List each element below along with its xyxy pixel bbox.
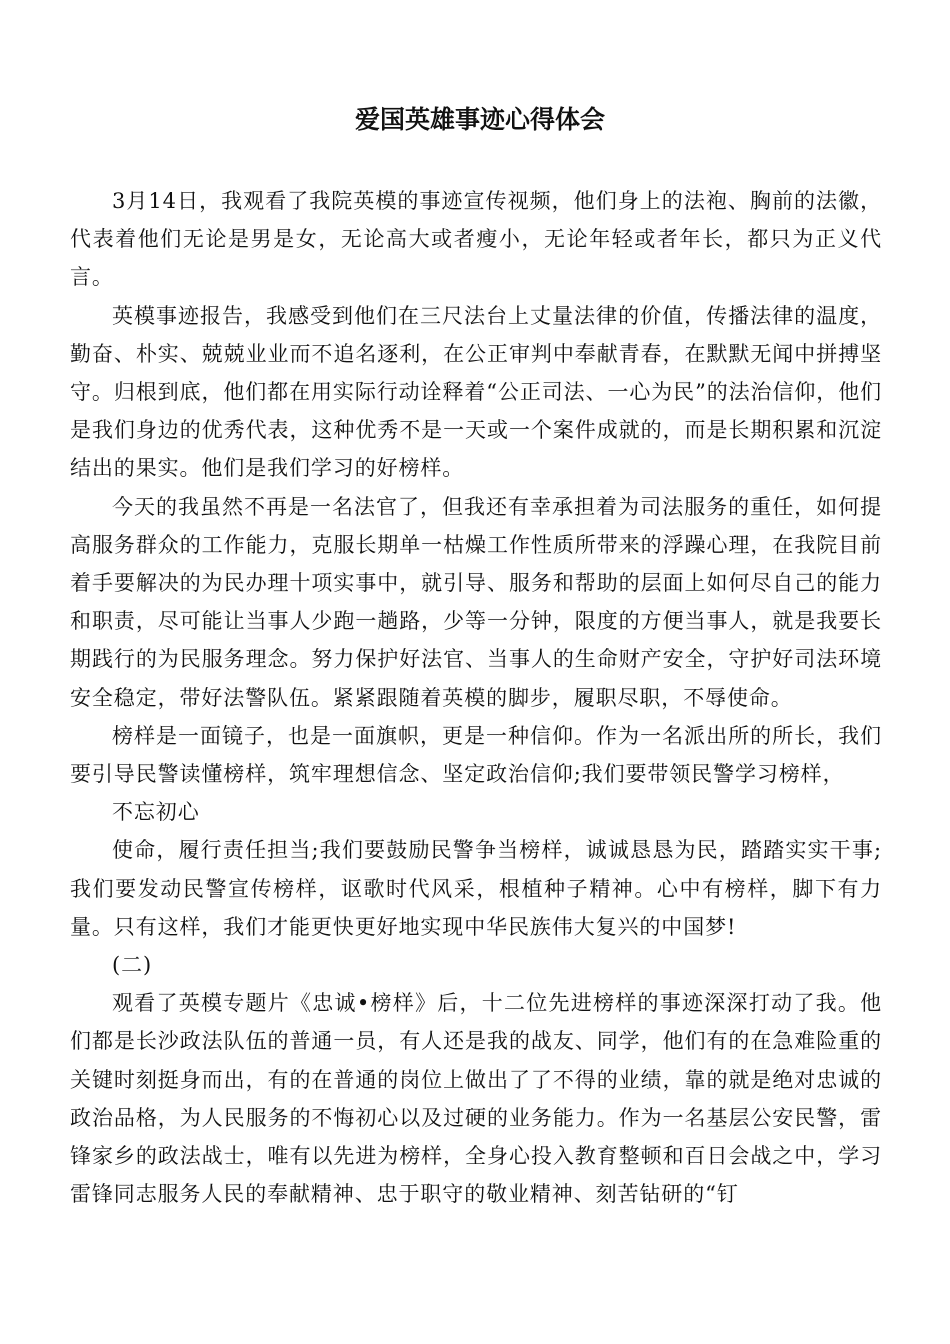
paragraph: 英模事迹报告，我感受到他们在三尺法台上丈量法律的价值，传播法律的温度，勤奋、朴实、兢兢业业而不追名逐利，在公正审判中奉献青春，在默默无闻中拼搏坚守。归根到底，他们都在用实际行动诠释着“公正司法、一心为民”的法治信仰，他们是我们身边的优秀代表，这种优秀不是一天或一个案件成就的，而是长期积累和沉淀结出的果实。他们是我们学习的好榜样。 — [70, 303, 882, 481]
paragraph: 榜样是一面镜子，也是一面旗帜，更是一种信仰。作为一名派出所的所长，我们要引导民警读懂榜样，筑牢理想信念、坚定政治信仰;我们要带领民警学习榜样， — [70, 723, 882, 787]
document-title: 爱国英雄事迹心得体会 — [354, 105, 605, 134]
document-body — [70, 182, 882, 1213]
paragraph: 今天的我虽然不再是一名法官了，但我还有幸承担着为司法服务的重任，如何提高服务群众的工作能力，克服长期单一枯燥工作性质所带来的浮躁心理，在我院目前着手要解决的为民办理十项实事中，就引导、服务和帮助的层面上如何尽自己的能力和职责，尽可能让当事人少跑一趟路，少等一分钟，限度的方便当事人，就是我要长期践行的为民服务理念。努力保护好法官、当事人的生命财产安全，守护好司法环境安全稳定，带好法警队伍。紧紧跟随着英模的脚步，履职尽职，不辱使命。 — [70, 494, 882, 710]
paragraph: 观看了英模专题片《忠诚•榜样》后，十二位先进榜样的事迹深深打动了我。他们都是长沙政法队伍的普通一员，有人还是我的战友、同学，他们有的在急难险重的关键时刻挺身而出，有的在普通的岗位上做出了了不得的业绩，靠的就是绝对忠诚的政治品格，为人民服务的不悔初心以及过硬的业务能力。作为一名基层公安民警，雷锋家乡的政法战士，唯有以先进为榜样，全身心投入教育整顿和百日会战之中，学习雷锋同志服务人民的奉献精神、忠于职守的敬业精神、刻苦钻研的“钉 — [70, 991, 882, 1207]
paragraph: 不忘初心 — [112, 800, 200, 825]
paragraph: 使命，履行责任担当;我们要鼓励民警争当榜样，诚诚恳恳为民，踏踏实实干事;我们要发动民警宣传榜样，讴歌时代风采，根植种子精神。心中有榜样，脚下有力量。只有这样，我们才能更快更好地实现中华民族伟大复兴的中国梦! — [70, 838, 882, 939]
paragraph: 3月14日，我观看了我院英模的事迹宣传视频，他们身上的法袍、胸前的法徽，代表着他们无论是男是女，无论高大或者瘦小，无论年轻或者年长，都只为正义代言。 — [70, 189, 882, 290]
section-heading: (二) — [112, 953, 153, 978]
